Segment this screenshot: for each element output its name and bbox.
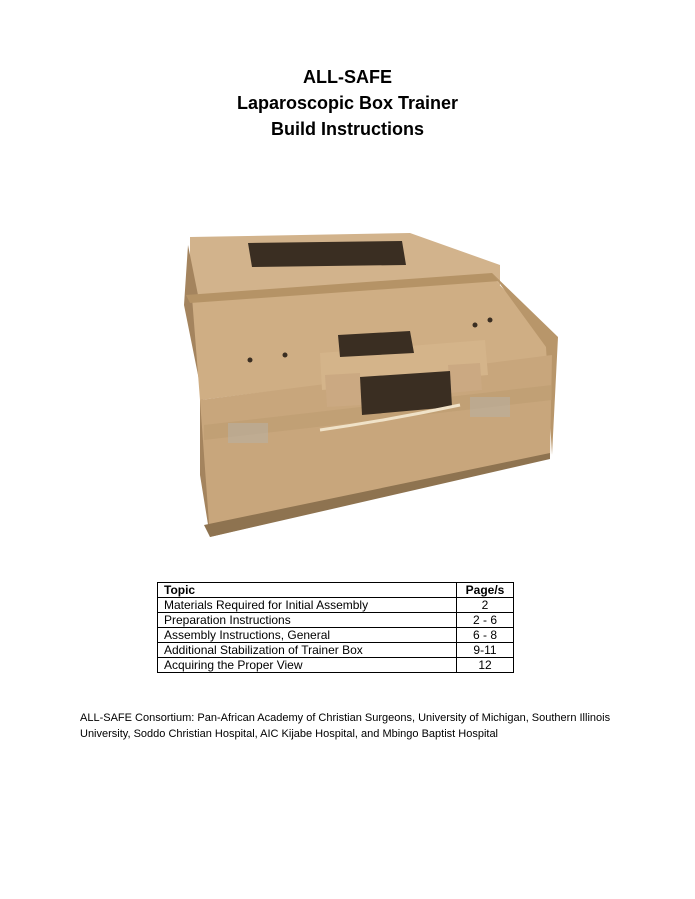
row-topic: Additional Stabilization of Trainer Box [158,643,457,658]
title-line-2: Laparoscopic Box Trainer [236,93,459,113]
row-topic: Acquiring the Proper View [158,658,457,673]
header-pages: Page/s [457,583,514,598]
row-pages: 6 - 8 [457,628,514,643]
row-pages: 9-11 [457,643,514,658]
box-upper-opening [338,331,414,357]
table-row [158,658,514,673]
row-topic: Preparation Instructions [158,613,457,628]
header-topic: Topic [158,583,457,598]
table-row [158,643,514,658]
tape-patch-left [228,423,268,443]
row-topic: Materials Required for Initial Assembly [158,598,457,613]
row-pages: 2 - 6 [457,613,514,628]
title-line-3: Build Instructions [271,119,424,139]
table-row [158,628,514,643]
box-top-opening [248,241,406,267]
table-header-row [158,583,514,598]
box-right-tab [448,363,482,393]
row-pages: 12 [457,658,514,673]
document-title [0,64,695,142]
box-left-tab [325,373,362,407]
punch-hole [248,358,253,363]
punch-hole [473,323,478,328]
title-line-1: ALL-SAFE [303,67,392,87]
table-row [158,613,514,628]
table-of-contents [157,582,514,673]
row-topic: Assembly Instructions, General [158,628,457,643]
tape-patch-right [470,397,510,417]
consortium-note: ALL-SAFE Consortium: Pan-African Academy of Christian Surgeons, University of Michigan, Southern Illinois University, Soddo Christian Hospital, AIC Kijabe Hospital, and Mbingo Baptist Hospital [80,712,611,740]
punch-hole [488,318,493,323]
punch-hole [283,353,288,358]
table-row [158,598,514,613]
row-pages: 2 [457,598,514,613]
cardboard-box-trainer-photo [170,225,560,545]
